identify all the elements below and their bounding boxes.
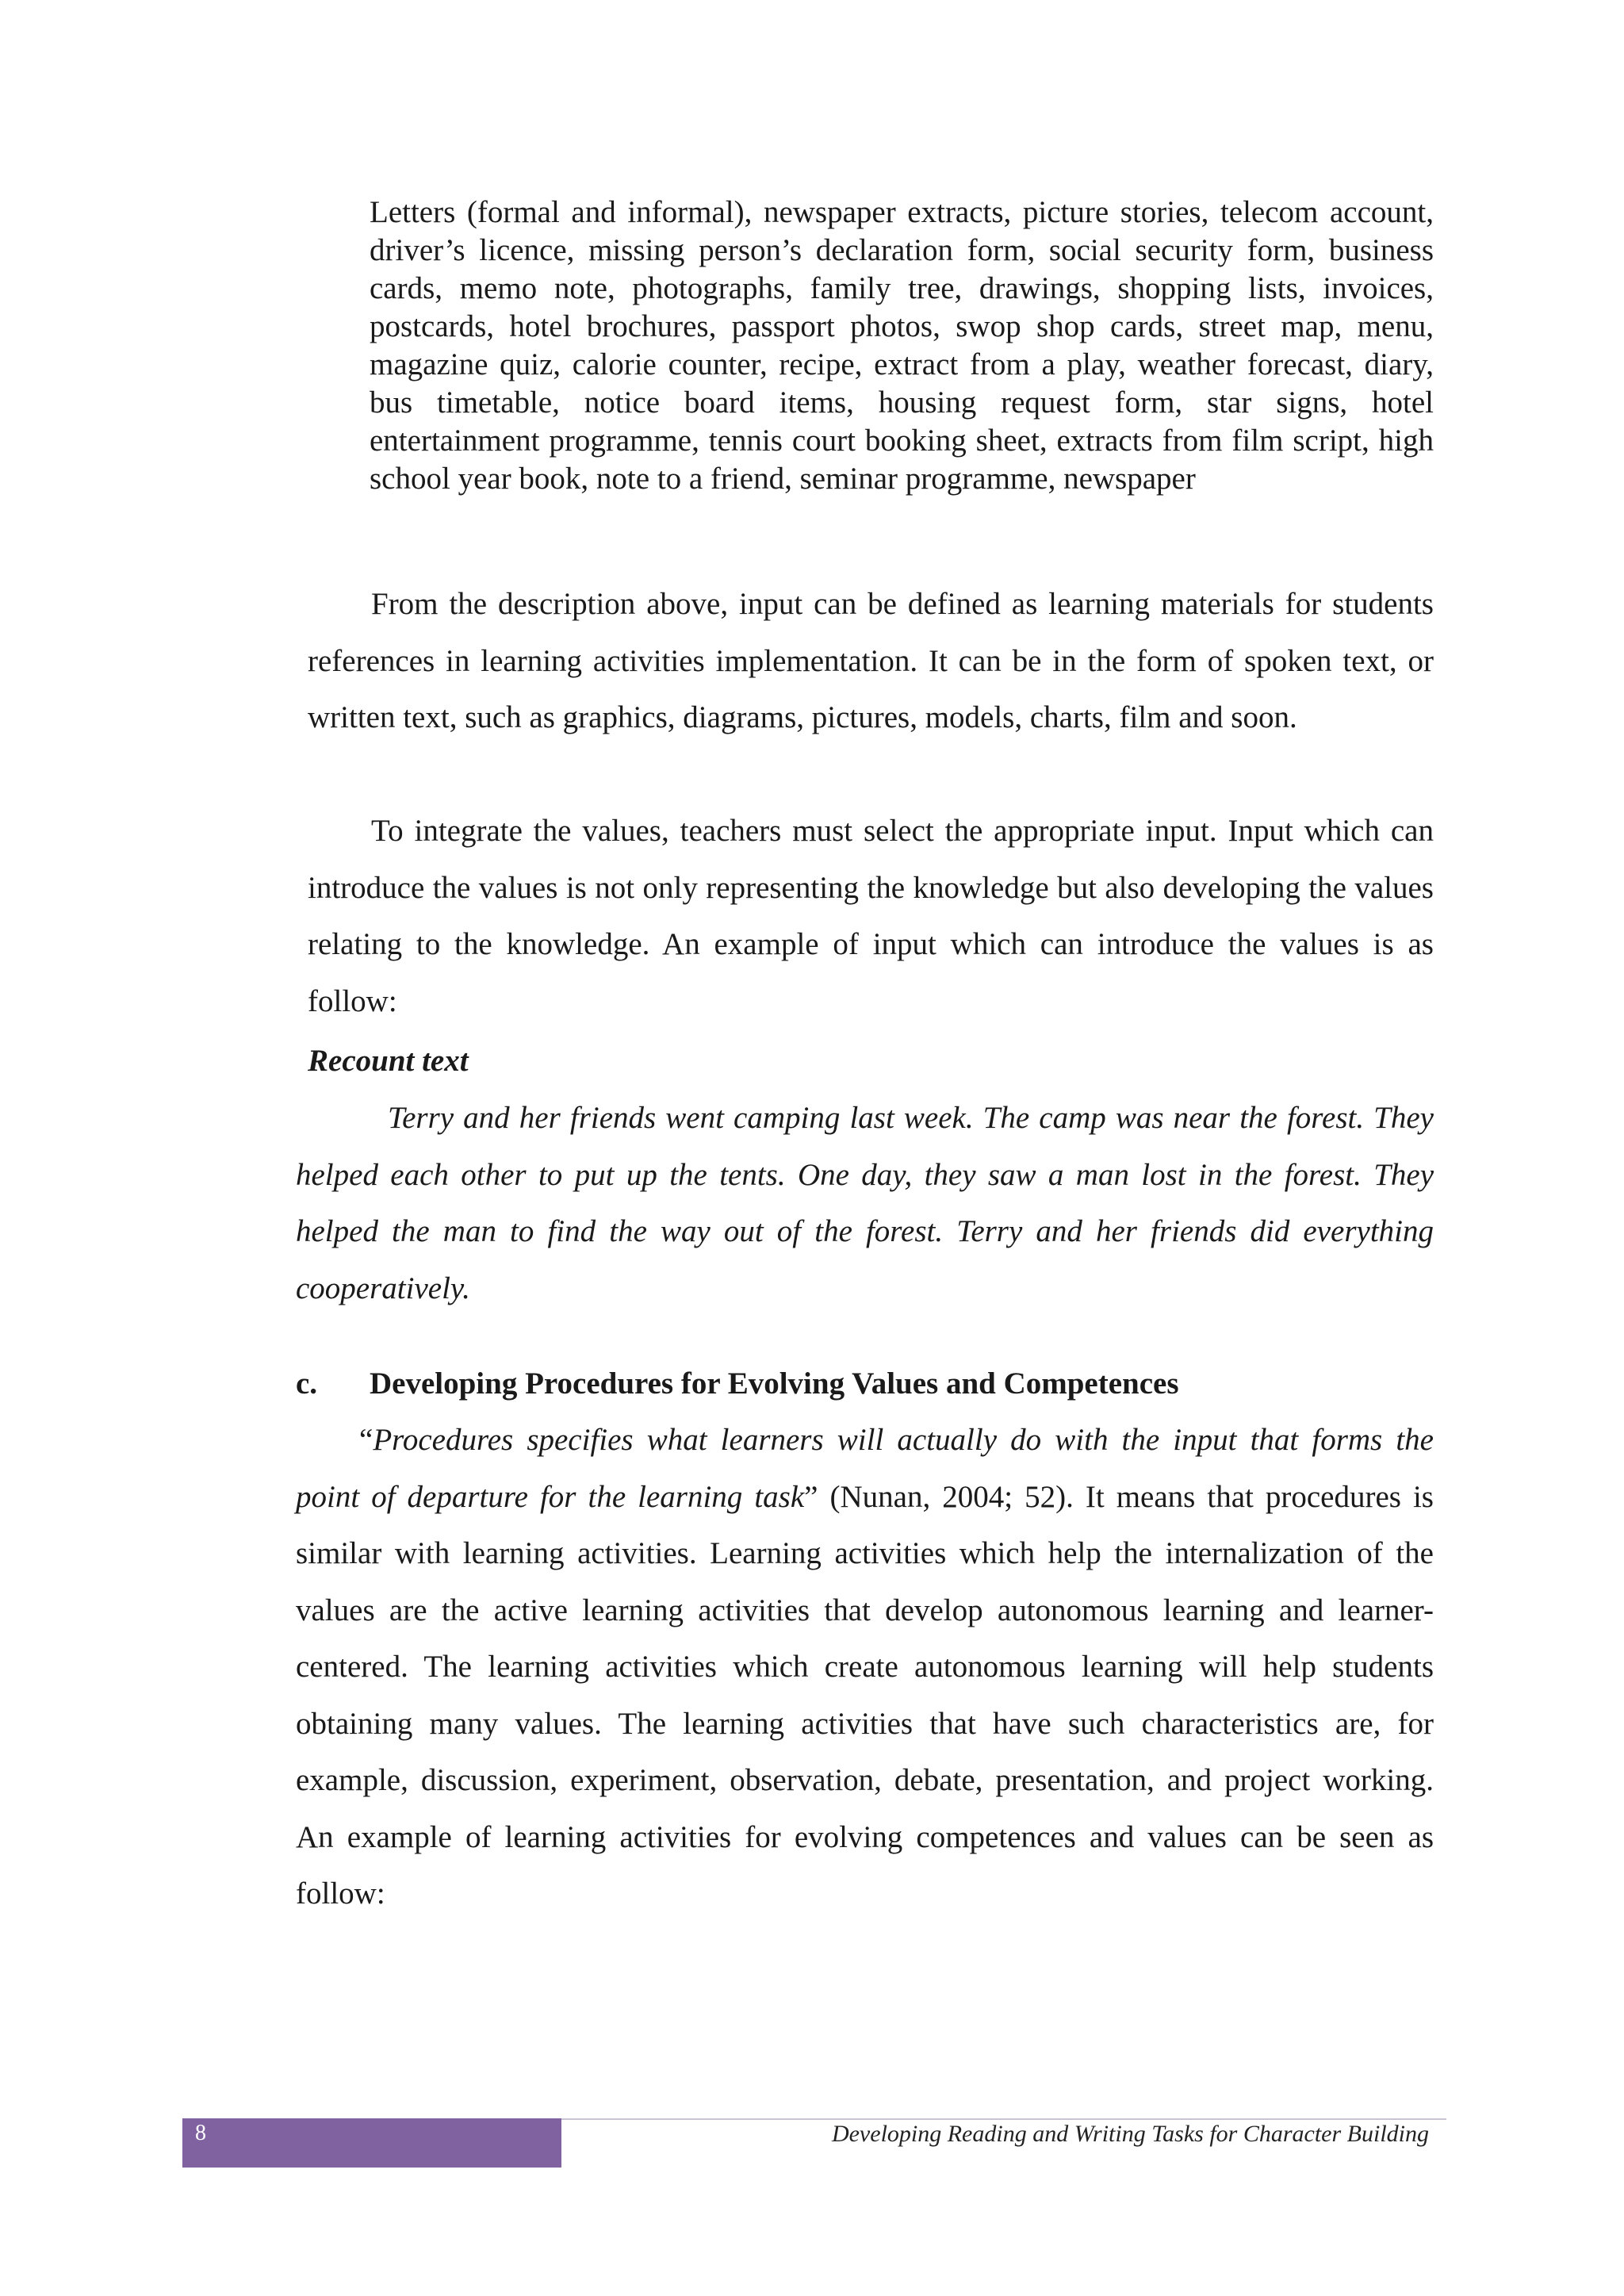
section-letter: c. [296,1366,318,1401]
paragraph-text: (Nunan, 2004; 52). It means that procedures is similar with learning activities. Learning activities which help the internalization of the values are the active learning activities that develop autonomous learning and learner-centered. The learning activities which create autonomous learning will help students obtaining many values. The learning activities that have such characteristics are, for example, discussion, experiment, observation, debate, presentation, and project working. An example of learning activities for evolving competences and values can be seen as follow: [296,1479,1434,1911]
page-number: 8 [195,2121,206,2145]
paragraph-procedures [296,1412,1434,1922]
open-quote: “ [359,1423,373,1457]
footer-rule [561,2118,1446,2120]
paragraph-text: From the description above, input can be defined as learning materials for students references in learning activities implementation. It can be in the form of spoken text, or written text, such as graphics, diagrams, pictures, models, charts, film and soon. [308,587,1434,734]
paragraph-input-definition [308,576,1434,746]
paragraph-text: Terry and her friends went camping last week. The camp was near the forest. They helped each other to put up the tents. One day, they saw a man lost in the forest. They helped the man to find the way out of the forest. Terry and her friends did everything cooperatively. [296,1101,1434,1305]
section-heading [296,1355,1179,1412]
nunan-quotation: Procedures specifies what learners will actually do with the input that forms the point of departure for the learning task [296,1423,1434,1514]
section-title: Developing Procedures for Evolving Values and Competences [370,1366,1179,1401]
close-quote: ” [804,1479,818,1514]
running-footer-title: Developing Reading and Writing Tasks for Character Building [831,2121,1429,2147]
recount-text-heading: Recount text [308,1044,469,1078]
footer-accent-bar [182,2118,561,2168]
paragraph-integrate-values [308,803,1434,1029]
recount-text-paragraph [296,1090,1434,1317]
paragraph-text: To integrate the values, teachers must select the appropriate input. Input which can introduce the values is not only representing the knowledge but also developing the values relating to the knowledge. An example of input which can introduce the values is as follow: [308,814,1434,1018]
examples-list-block: Letters (formal and informal), newspaper extracts, picture stories, telecom account, driver’s licence, missing person’s declaration form, social security form, business cards, memo note, photographs, family tree, drawings, shopping lists, invoices, postcards, hotel brochures, passport photos, swop shop cards, street map, menu, magazine quiz, calorie counter, recipe, extract from a play, weather forecast, diary, bus timetable, notice board items, housing request form, star signs, hotel entertainment programme, tennis court booking sheet, extracts from film script, high school year book, note to a friend, seminar programme, newspaper [370,195,1434,496]
